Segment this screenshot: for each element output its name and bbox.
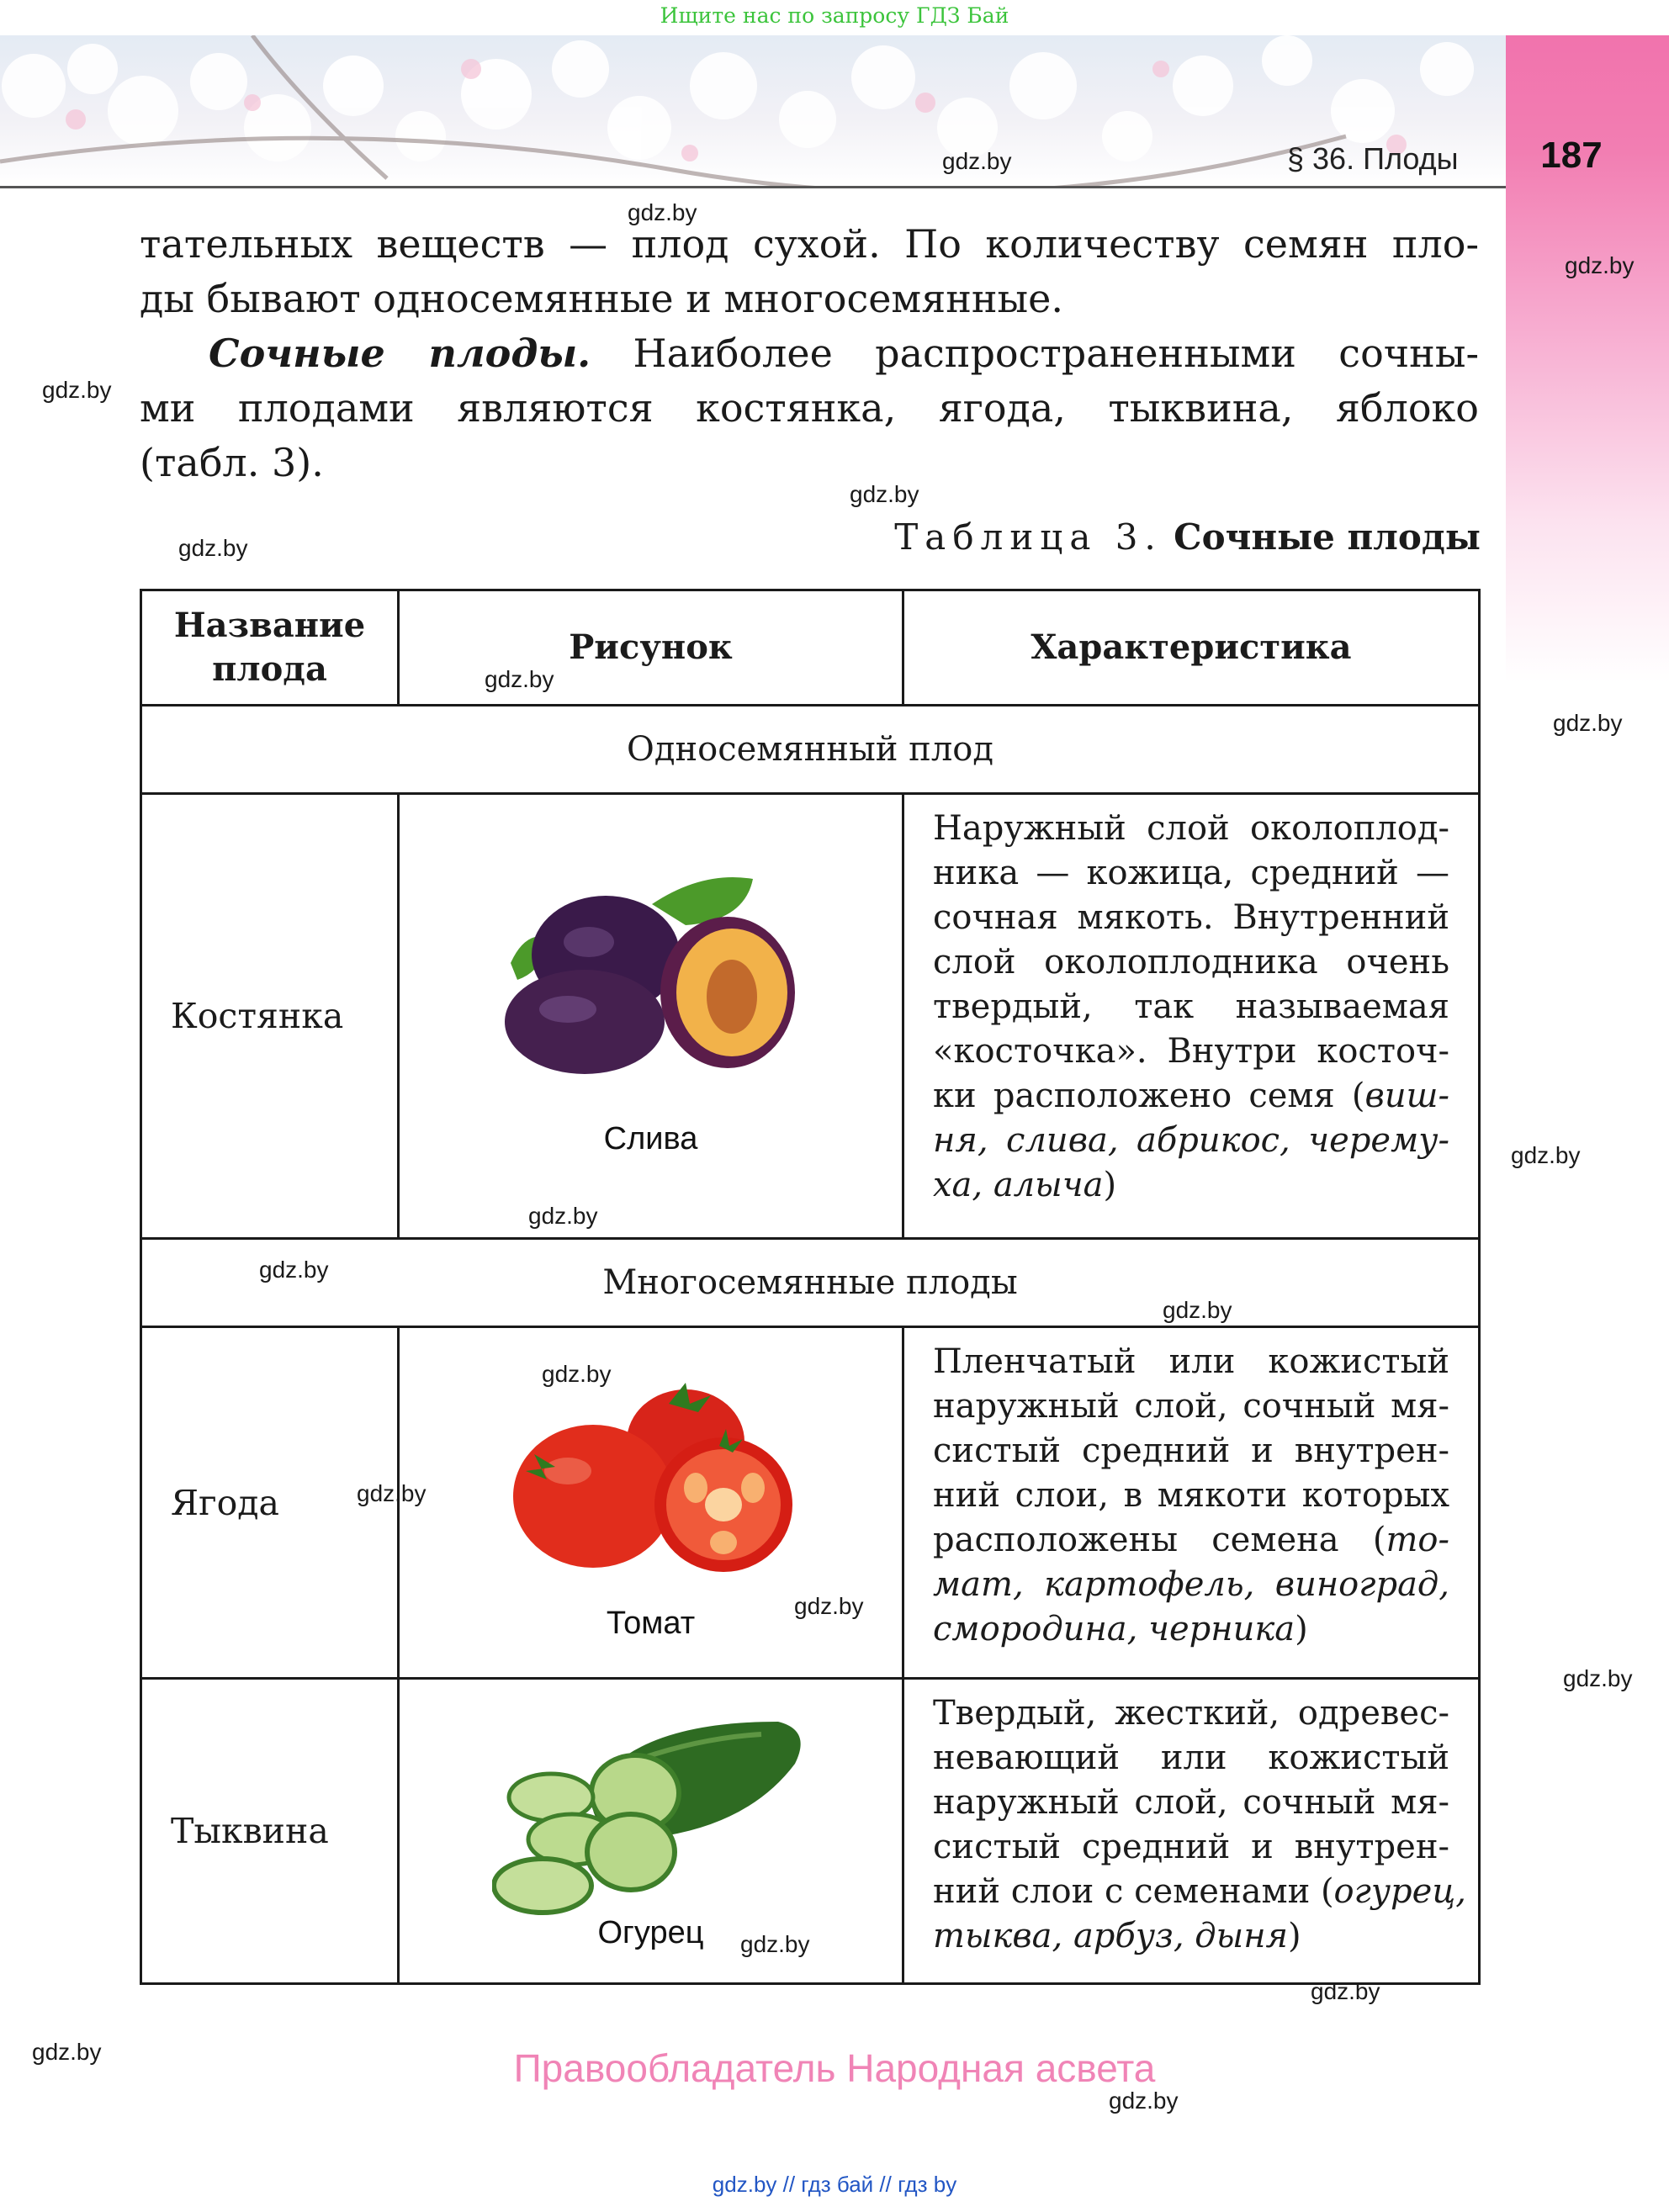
watermark: gdz.by <box>259 1257 329 1283</box>
desc-line <box>933 1563 1449 1607</box>
watermark: gdz.by <box>1565 252 1635 278</box>
example-list: то- <box>1386 1521 1449 1559</box>
example-list: огурец, <box>1333 1872 1466 1911</box>
text-line: ды бывают односемянные и многосемянные. <box>140 276 1064 321</box>
cucumber-image <box>492 1705 812 1915</box>
desc-line <box>933 1914 1449 1959</box>
example-list: виш- <box>1364 1077 1449 1115</box>
desc-line: твердый, так называемая <box>933 987 1449 1026</box>
desc-line: ника — кожица, средний — <box>933 854 1449 892</box>
example-list: тыква, арбуз, дыня <box>933 1917 1289 1955</box>
text-run: Наиболее распространенными сочны- <box>591 331 1479 376</box>
desc-line: наружный слой, сочный мя- <box>933 1783 1449 1822</box>
top-search-note: Ищите нас по запросу ГДЗ Бай <box>660 3 1009 28</box>
text-line: ми плодами являются костянка, ягода, тыквина, яблоко <box>140 385 1479 431</box>
text-line <box>140 326 1479 381</box>
header-name-line: Название <box>173 606 366 645</box>
desc-line: Пленчатый или кожистый <box>933 1342 1449 1381</box>
desc-line: наружный слой, сочный мя- <box>933 1387 1449 1426</box>
desc-line <box>933 1119 1449 1163</box>
desc-line: систый средний и внутрен- <box>933 1828 1449 1866</box>
text-run: ки расположено семя ( <box>933 1077 1365 1115</box>
fruits-table <box>140 589 1481 1985</box>
watermark: gdz.by <box>794 1593 864 1619</box>
watermark: gdz.by <box>850 481 919 507</box>
watermark: gdz.by <box>42 377 112 403</box>
example-list: мат, картофель, виноград, <box>933 1565 1449 1604</box>
watermark: gdz.by <box>1563 1665 1633 1691</box>
section-title: § 36. Плоды <box>1287 141 1459 176</box>
table-caption <box>757 516 1481 558</box>
desc-line: Наружный слой околоплод- <box>933 809 1449 848</box>
row-pepo-picture <box>397 1677 904 1985</box>
intro-paragraph-2 <box>140 326 1479 490</box>
text-run: расположены семена ( <box>933 1521 1386 1559</box>
row-berry-name: Ягода <box>140 1326 400 1680</box>
header-blossom-banner <box>0 35 1506 187</box>
watermark: gdz.by <box>1511 1142 1581 1168</box>
watermark: gdz.by <box>942 148 1012 174</box>
table-caption-title: Сочные плоды <box>1174 516 1481 558</box>
header-feature-cell: Характеристика <box>902 589 1481 706</box>
text-run: ) <box>1295 1610 1308 1648</box>
watermark: gdz.by <box>178 535 248 561</box>
row-drupe-name: Костянка <box>140 792 400 1240</box>
example-list: ня, слива, абрикос, черему- <box>933 1121 1449 1160</box>
group-multi-seed: Многосемянные плоды <box>140 1237 1481 1328</box>
watermark: gdz.by <box>542 1361 612 1387</box>
watermark: gdz.by <box>628 199 697 225</box>
desc-line: систый средний и внутрен- <box>933 1431 1449 1470</box>
text-line: (табл. 3). <box>140 440 324 485</box>
blossom-image <box>0 35 1506 187</box>
example-list: смородина, черника <box>933 1610 1295 1648</box>
text-run: ний слои с семенами ( <box>933 1872 1334 1911</box>
row-berry-picture <box>397 1326 904 1680</box>
desc-line: «косточка». Внутри косточ- <box>933 1032 1449 1071</box>
row-berry-description <box>902 1326 1481 1680</box>
header-name-cell <box>140 589 400 706</box>
footer-links[interactable]: gdz.by // гдз бай // гдз by <box>712 2172 957 2197</box>
example-list: ха, алыча <box>933 1166 1104 1204</box>
header-rule <box>0 186 1506 188</box>
desc-line <box>933 1074 1449 1119</box>
desc-line <box>933 1870 1466 1914</box>
watermark: gdz.by <box>357 1480 427 1506</box>
row-drupe-picture <box>397 792 904 1240</box>
row-pepo-description <box>902 1677 1481 1985</box>
watermark: gdz.by <box>1109 2088 1179 2114</box>
desc-line: слой околоплодника очень <box>933 943 1449 982</box>
plum-image <box>492 862 812 1081</box>
desc-line: невающий или кожистый <box>933 1738 1449 1777</box>
header-name-line: плода <box>212 649 327 689</box>
desc-line <box>933 1607 1449 1652</box>
text-line: тательных веществ — плод сухой. По количеству семян пло- <box>140 221 1479 267</box>
watermark: gdz.by <box>740 1931 810 1957</box>
watermark: gdz.by <box>32 2039 102 2065</box>
desc-line: ний слои, в мякоти которых <box>933 1476 1449 1515</box>
desc-line: сочная мякоть. Внутренний <box>933 898 1449 937</box>
intro-paragraph-1 <box>140 217 1479 326</box>
table-caption-label: Таблица 3. <box>894 516 1163 558</box>
page-side-tab <box>1506 35 1669 683</box>
watermark: gdz.by <box>528 1203 598 1229</box>
tomato-label: Томат <box>606 1606 696 1641</box>
desc-line <box>933 1518 1449 1563</box>
text-run: ) <box>1103 1166 1117 1204</box>
row-pepo-name: Тыквина <box>140 1677 400 1985</box>
cucumber-label: Огурец <box>597 1915 704 1950</box>
group-single-seed: Односемянный плод <box>140 704 1481 795</box>
watermark: gdz.by <box>1163 1297 1232 1323</box>
term-succulent-fruits: Сочные плоды. <box>209 331 591 376</box>
page-number: 187 <box>1540 135 1603 176</box>
tomato-image <box>509 1379 795 1580</box>
watermark: gdz.by <box>1311 1978 1380 2004</box>
plum-label: Слива <box>603 1121 698 1156</box>
watermark: gdz.by <box>485 666 554 692</box>
watermark: gdz.by <box>1553 710 1623 736</box>
desc-line: Твердый, жесткий, одревес- <box>933 1694 1449 1733</box>
copyright-notice: Правообладатель Народная асвета <box>513 2046 1156 2090</box>
text-run: ) <box>1288 1917 1301 1955</box>
row-drupe-description <box>902 792 1481 1240</box>
header-picture-cell: Рисунок <box>397 589 904 706</box>
desc-line <box>933 1163 1449 1208</box>
